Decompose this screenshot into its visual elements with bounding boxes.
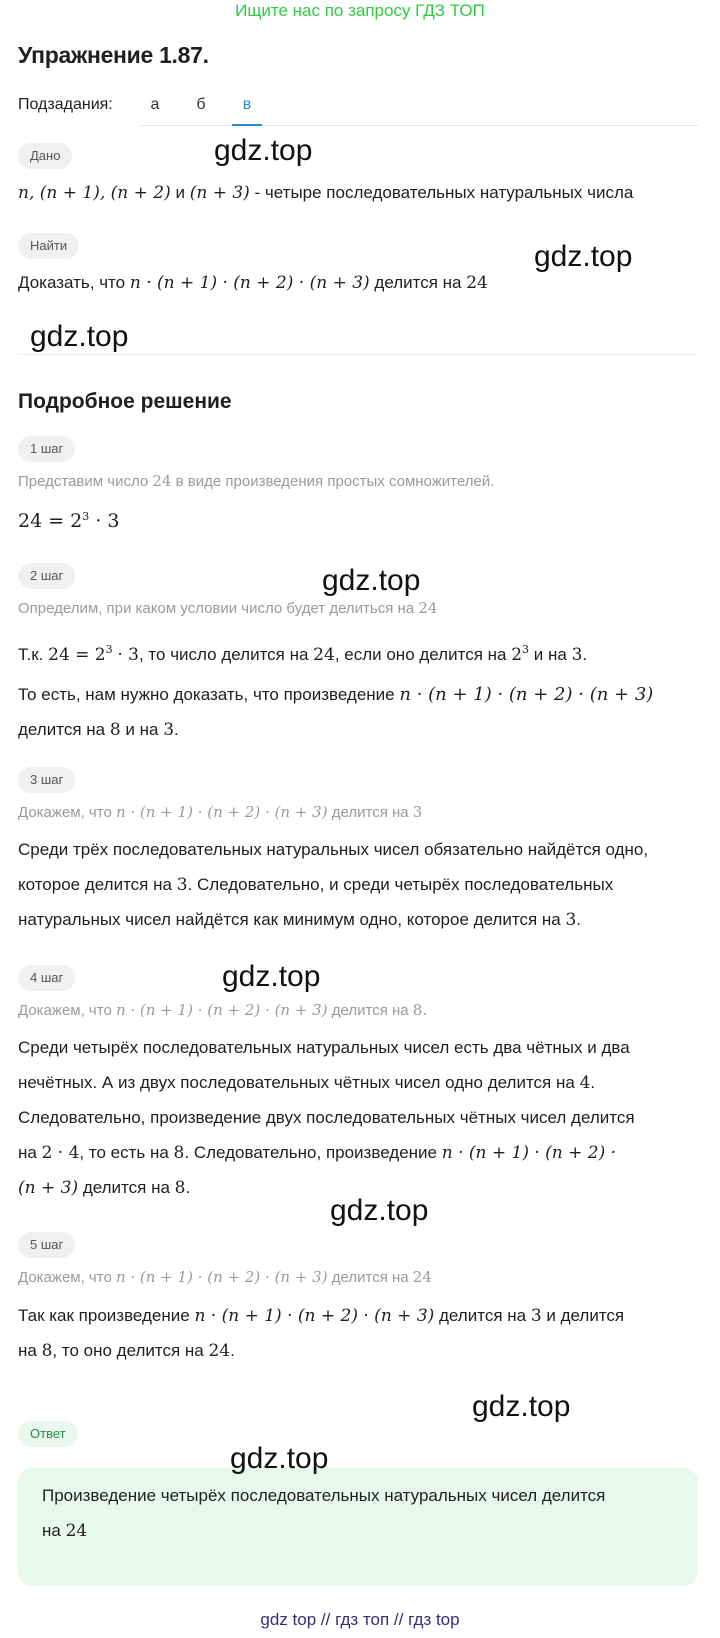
step-4-line-4 <box>18 1141 616 1165</box>
s2-l1-exp2: 3 <box>522 643 530 656</box>
s4-l4-c: . Следовательно, произведение <box>184 1143 437 1162</box>
given-and: и <box>175 183 185 202</box>
step-5-hint <box>18 1265 432 1290</box>
subtasks-label: Подзадания: <box>18 96 113 113</box>
s5-hint-n: 24 <box>412 1268 432 1286</box>
answer-line-1: Произведение четырёх последовательных натуральных чисел делится <box>42 1486 606 1505</box>
s5-l2-c: . <box>230 1341 235 1360</box>
watermark: gdz.top <box>472 1390 571 1423</box>
s4-l5-m: (n + 3) <box>18 1178 79 1198</box>
find-chip: Найти <box>18 233 79 259</box>
s5-l1-a: Так как произведение <box>18 1306 190 1325</box>
page-title: Упражнение 1.87. <box>18 42 209 68</box>
answer-chip: Ответ <box>18 1421 78 1447</box>
step-1-chip: 1 шаг <box>18 436 75 462</box>
s2-l1-m2: · 3 <box>117 645 139 665</box>
step-2-line-2 <box>18 683 653 707</box>
s4-l5-a: делится на <box>82 1178 170 1197</box>
s5-l2-a: на <box>18 1341 37 1360</box>
step-3-line-2 <box>18 873 613 897</box>
step-5-chip: 5 шаг <box>18 1232 75 1258</box>
s3-l2-n: 3 <box>176 875 188 895</box>
given-math: n, (n + 1), (n + 2) <box>18 183 171 203</box>
step-2-hint <box>18 596 437 621</box>
find-number: 24 <box>466 273 488 293</box>
divider <box>18 354 698 355</box>
s2-l3-a: делится на <box>18 720 106 739</box>
s4-l2-b: . <box>590 1073 596 1092</box>
s3-l3-b: . <box>576 910 582 929</box>
s3-hint-n: 3 <box>412 803 423 821</box>
s2-l1-c: , если оно делится на <box>334 645 507 664</box>
s3-hint-m: n · (n + 1) · (n + 2) · (n + 3) <box>115 803 328 821</box>
s5-hint-m: n · (n + 1) · (n + 2) · (n + 3) <box>115 1268 328 1286</box>
step-1-hint <box>18 469 494 494</box>
step-2-line-1 <box>18 638 587 667</box>
s2-l1-num: 24 <box>313 645 335 665</box>
step-1-hint-b: в виде произведения простых сомножителей. <box>175 473 495 490</box>
watermark: gdz.top <box>534 240 633 273</box>
s3-l3-n: 3 <box>565 910 577 930</box>
eq-right: · 3 <box>95 510 120 532</box>
s2-l3-b: и на <box>125 720 159 739</box>
step-5-line-2 <box>18 1339 235 1363</box>
given-chip: Дано <box>18 143 72 169</box>
s2-l3-c: . <box>174 720 179 739</box>
step-1-equation <box>18 505 119 533</box>
watermark: gdz.top <box>30 320 129 353</box>
step-4-line-2 <box>18 1071 595 1095</box>
s4-hint-b: делится на <box>331 1002 409 1019</box>
watermark: gdz.top <box>214 134 313 167</box>
watermark: gdz.top <box>330 1194 429 1227</box>
s5-l1-c: и делится <box>546 1306 625 1325</box>
search-banner: Ищите нас по запросу ГДЗ ТОП <box>235 1 485 20</box>
s2-l2-m: n · (n + 1) · (n + 2) · (n + 3) <box>399 684 654 705</box>
s3-l2-b: . Следовательно, и среди четырёх последовательных <box>187 875 614 894</box>
s2-l1-b: , то число делится на <box>138 645 309 664</box>
step-1-hint-a: Представим число <box>18 473 149 490</box>
s4-hint-m: n · (n + 1) · (n + 2) · (n + 3) <box>115 1001 328 1019</box>
s5-l1-m: n · (n + 1) · (n + 2) · (n + 3) <box>194 1306 435 1326</box>
answer-line-2 <box>42 1519 87 1543</box>
s4-l5-n: 8 <box>174 1178 186 1198</box>
s5-l2-b: , то оно делится на <box>52 1341 204 1360</box>
step-4-line-3: Следовательно, произведение двух последовательных чётных чисел делится <box>18 1108 635 1127</box>
s5-hint-b: делится на <box>331 1269 409 1286</box>
s2-l1-d: и на <box>533 645 567 664</box>
step-4-line-1: Среди четырёх последовательных натуральных чисел есть два чётных и два <box>18 1038 630 1057</box>
step-4-line-5 <box>18 1176 190 1200</box>
step-3-line-3 <box>18 908 581 932</box>
step-2-chip: 2 шаг <box>18 563 75 589</box>
tab-a[interactable]: а <box>150 96 160 113</box>
find-prefix: Доказать, что <box>18 273 126 292</box>
find-text <box>18 271 488 295</box>
s2-l3-n1: 8 <box>109 720 121 740</box>
tab-b[interactable]: б <box>196 96 206 113</box>
footer-links[interactable]: gdz top // гдз топ // гдз top <box>260 1610 460 1629</box>
s3-hint-a: Докажем, что <box>18 804 112 821</box>
s5-l1-b: делится на <box>439 1306 527 1325</box>
s4-l4-a: на <box>18 1143 37 1162</box>
step-4-chip: 4 шаг <box>18 965 75 991</box>
step-3-hint <box>18 800 422 825</box>
given-text <box>18 181 633 205</box>
s5-l2-n2: 24 <box>208 1341 231 1361</box>
step-1-hint-num: 24 <box>152 472 172 490</box>
solution-title: Подробное решение <box>18 390 232 413</box>
s4-l4-b: , то есть на <box>79 1143 169 1162</box>
find-math: n · (n + 1) · (n + 2) · (n + 3) <box>129 273 370 293</box>
s3-l3-a: натуральных чисел найдётся как минимум одно, которое делится на <box>18 910 561 929</box>
step-4-hint <box>18 998 427 1023</box>
answer-l2-a: на <box>42 1521 61 1540</box>
s4-hint-n: 8. <box>412 1001 428 1019</box>
subtask-tabs <box>140 82 698 126</box>
step-2-hint-num: 24 <box>418 599 438 617</box>
find-suffix: делится на <box>374 273 462 292</box>
s2-l1-e: . <box>582 645 588 664</box>
s2-l1-num2: 3 <box>571 645 583 665</box>
s5-hint-a: Докажем, что <box>18 1269 112 1286</box>
s2-l3-n2: 3 <box>163 720 175 740</box>
eq-exp: 3 <box>82 510 90 523</box>
step-2-line-3 <box>18 718 179 742</box>
s2-l2-a: То есть, нам нужно доказать, что произведение <box>18 685 395 704</box>
step-2-hint-text: Определим, при каком условии число будет делиться на <box>18 600 415 617</box>
s4-l4-m: 2 · 4 <box>41 1143 80 1163</box>
s3-hint-b: делится на <box>331 804 409 821</box>
s2-l1-exp: 3 <box>105 643 113 656</box>
s4-hint-a: Докажем, что <box>18 1002 112 1019</box>
s2-l1-a: Т.к. <box>18 645 44 664</box>
step-3-chip: 3 шаг <box>18 767 75 793</box>
s5-l2-n: 8 <box>41 1341 53 1361</box>
s4-l4-n: 8 <box>173 1143 185 1163</box>
s4-l2-a: нечётных. А из двух последовательных чётных чисел одно делится на <box>18 1073 575 1092</box>
eq-left: 24 = 2 <box>18 510 83 532</box>
watermark: gdz.top <box>222 960 321 993</box>
s5-l1-n: 3 <box>530 1306 542 1326</box>
s4-l2-n: 4 <box>579 1073 591 1093</box>
given-description: - четыре последовательных натуральных числа <box>254 183 634 202</box>
s4-l5-b: . <box>185 1178 191 1197</box>
answer-l2-n: 24 <box>65 1521 88 1541</box>
s4-l4-m2: n · (n + 1) · (n + 2) · <box>441 1143 617 1163</box>
step-5-line-1 <box>18 1304 624 1328</box>
s2-l1-m3: 2 <box>511 645 523 665</box>
s3-l2-a: которое делится на <box>18 875 172 894</box>
watermark: gdz.top <box>230 1442 329 1475</box>
given-math-2: (n + 3) <box>189 183 250 203</box>
watermark: gdz.top <box>322 564 421 597</box>
tab-v[interactable]: в <box>232 96 262 126</box>
step-3-line-1: Среди трёх последовательных натуральных чисел обязательно найдётся одно, <box>18 840 649 859</box>
s2-l1-m: 24 = 2 <box>48 645 106 665</box>
